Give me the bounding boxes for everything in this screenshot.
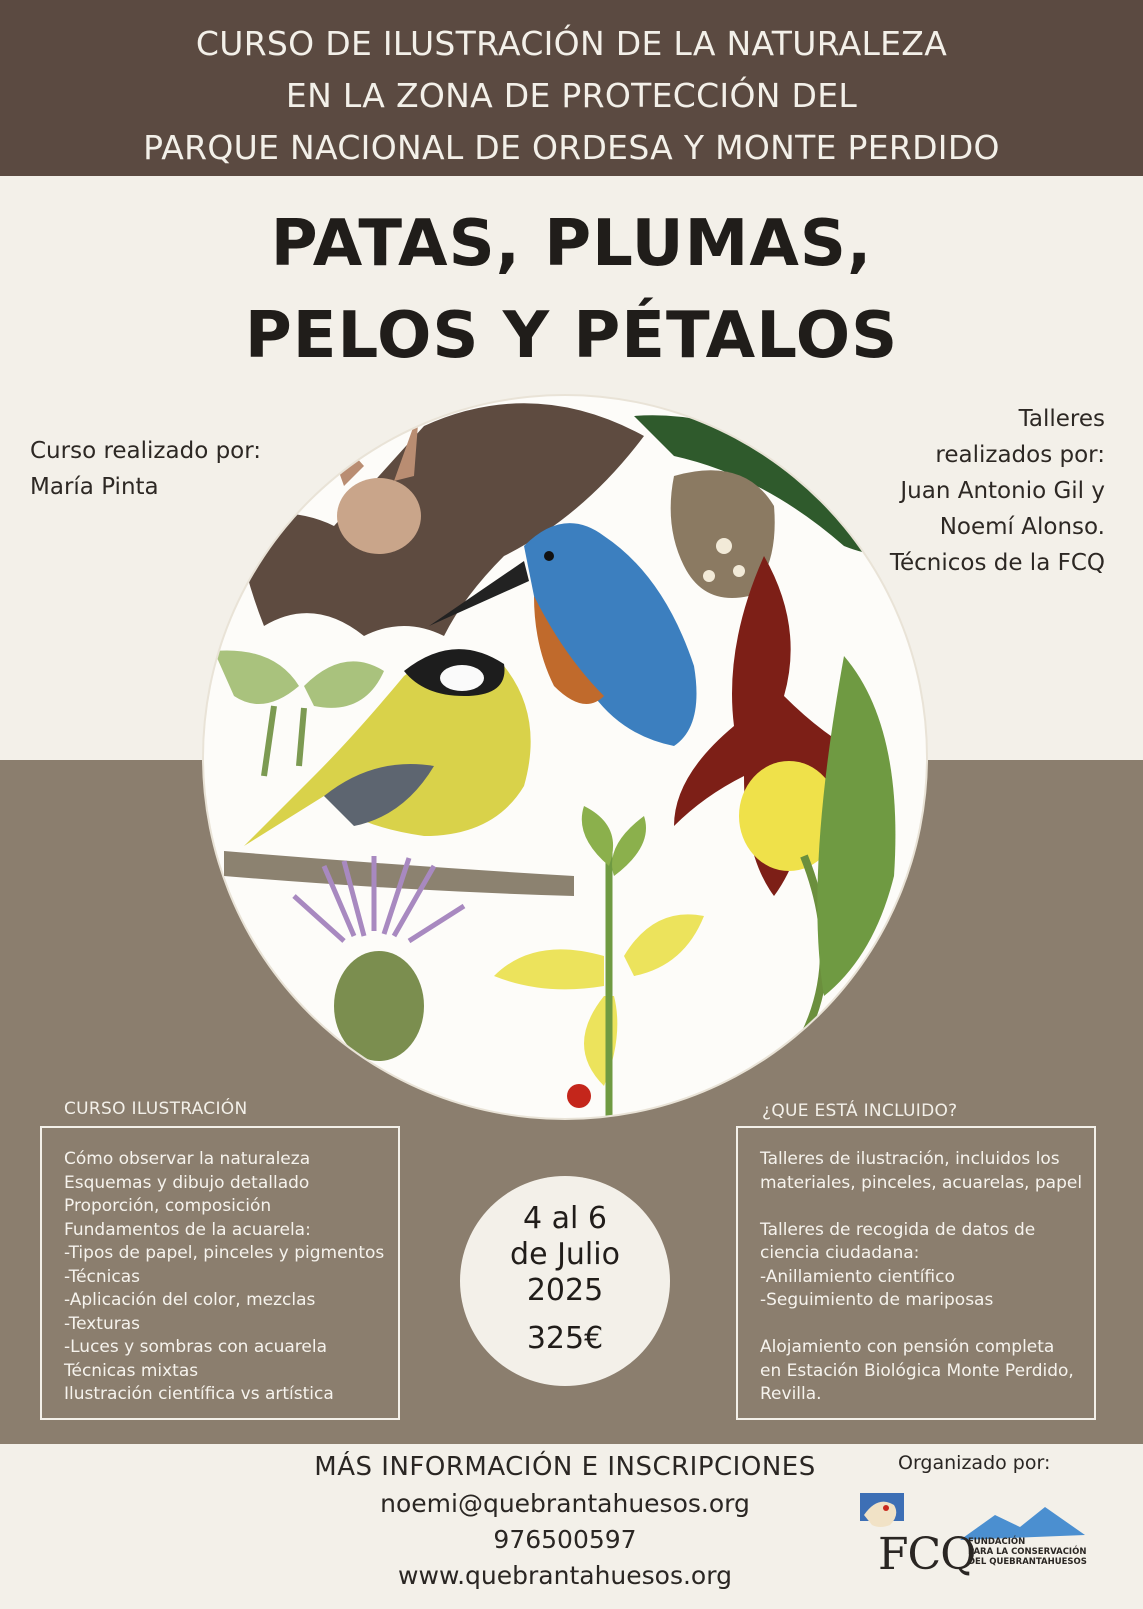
- workshops-by-line: realizados por:: [935, 442, 1105, 468]
- course-box-title: CURSO ILUSTRACIÓN: [64, 1099, 248, 1119]
- course-item: Proporción, composición: [64, 1196, 272, 1216]
- course-item: -Tipos de papel, pinceles y pigmentos: [64, 1243, 385, 1263]
- logo-caption: FUNDACIÓN PARA LA CONSERVACIÓN DEL QUEBRANTAHUESOS: [968, 1537, 1087, 1567]
- course-item: Cómo observar la naturaleza: [64, 1149, 311, 1169]
- contact-info: [240, 1448, 890, 1594]
- contact-heading: MÁS INFORMACIÓN E INSCRIPCIONES: [314, 1452, 816, 1482]
- included-item: en Estación Biológica Monte Perdido,: [760, 1360, 1074, 1381]
- fcq-logo: [860, 1485, 1100, 1600]
- course-item: Esquemas y dibujo detallado: [64, 1172, 310, 1193]
- course-item: Fundamentos de la acuarela:: [64, 1219, 311, 1240]
- course-item: -Aplicación del color, mezclas: [64, 1290, 316, 1310]
- header-banner: [0, 0, 1143, 176]
- nature-illustration: [204, 396, 926, 1118]
- header-line-1: CURSO DE ILUSTRACIÓN DE LA NATURALEZA: [195, 24, 948, 63]
- included-item: -Anillamiento científico: [760, 1266, 955, 1287]
- included-item: Revilla.: [760, 1384, 822, 1404]
- included-box-title: ¿QUE ESTÁ INCLUIDO?: [762, 1101, 958, 1121]
- title-line-1: PATAS, PLUMAS,: [270, 207, 873, 281]
- yellow-flower-illustration: [494, 914, 704, 1086]
- header-line-3: PARQUE NACIONAL DE ORDESA Y MONTE PERDIDO: [143, 128, 1000, 167]
- course-item: -Texturas: [64, 1313, 140, 1334]
- moth-illustration: [214, 650, 384, 707]
- included-item: Talleres de recogida de datos de: [760, 1219, 1036, 1240]
- course-item: Ilustración científica vs artística: [64, 1384, 334, 1404]
- included-item: -Seguimiento de mariposas: [760, 1290, 994, 1310]
- poster-title: [0, 198, 1143, 382]
- included-item: ciencia ciudadana:: [760, 1243, 920, 1263]
- contact-phone[interactable]: 976500597: [493, 1525, 637, 1554]
- organizer-label: Organizado por:: [898, 1452, 1051, 1474]
- course-item: Técnicas mixtas: [64, 1360, 199, 1381]
- course-box: [40, 1126, 400, 1420]
- course-by-label: Curso realizado por:: [30, 438, 262, 464]
- included-item: materiales, pinceles, acuarelas, papel: [760, 1172, 1083, 1193]
- logo-acronym: FCQ: [878, 1529, 976, 1580]
- course-item: -Técnicas: [64, 1266, 140, 1287]
- date-line-2: de Julio: [510, 1237, 620, 1272]
- header-line-2: EN LA ZONA DE PROTECCIÓN DEL: [285, 76, 858, 115]
- title-line-2: PELOS Y PÉTALOS: [244, 299, 899, 373]
- workshops-by-line: Juan Antonio Gil y: [900, 478, 1105, 504]
- workshops-by-line: Noemí Alonso.: [939, 514, 1105, 540]
- illustration-art: [204, 396, 926, 1118]
- date-line-1: 4 al 6: [523, 1201, 607, 1236]
- price: 325€: [526, 1321, 604, 1356]
- included-box: [736, 1126, 1096, 1420]
- included-item: Talleres de ilustración, incluidos los: [760, 1149, 1060, 1169]
- date-price-badge: [460, 1176, 670, 1386]
- ladybug-illustration: [567, 1084, 591, 1108]
- workshops-by-line: Técnicos de la FCQ: [889, 550, 1105, 576]
- date-year: 2025: [526, 1273, 604, 1308]
- contact-website[interactable]: www.quebrantahuesos.org: [398, 1561, 732, 1590]
- workshops-by-line: Talleres: [1018, 406, 1105, 432]
- included-item: Alojamiento con pensión completa: [760, 1337, 1055, 1357]
- course-by-name: María Pinta: [30, 474, 159, 500]
- course-item: -Luces y sombras con acuarela: [64, 1337, 327, 1357]
- contact-email[interactable]: noemi@quebrantahuesos.org: [380, 1489, 750, 1518]
